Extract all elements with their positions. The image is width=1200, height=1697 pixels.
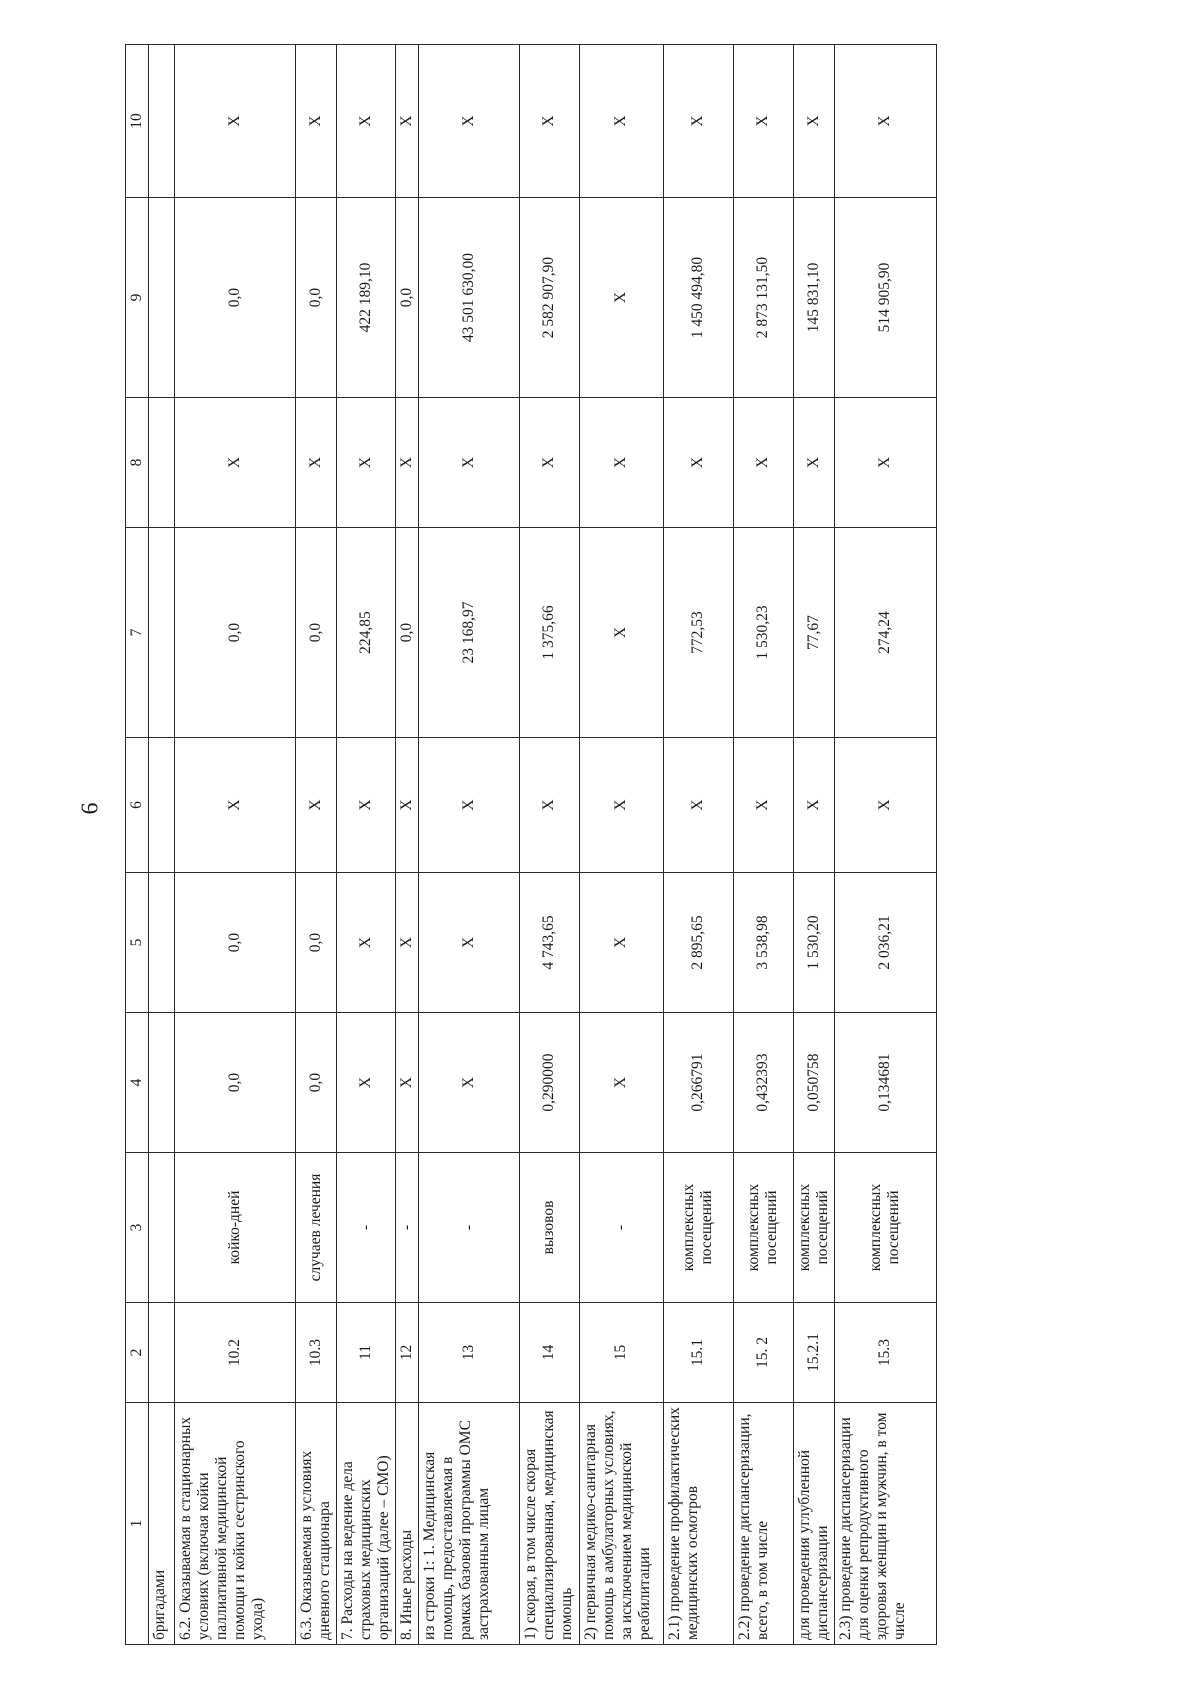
value-cell: X [579, 198, 663, 398]
row-label: 6.3. Оказываемая в условиях дневного стационара [296, 1403, 337, 1645]
table-row [733, 45, 793, 1645]
value-cell: X [579, 1013, 663, 1153]
value-cell: 0,0 [395, 528, 418, 738]
row-code [149, 1303, 175, 1403]
table-row [149, 45, 175, 1645]
row-label: 1) скорая, в том числе скорая специализированная, медицинская помощь [519, 1403, 579, 1645]
unit-cell: - [579, 1153, 663, 1303]
unit-cell: - [395, 1153, 418, 1303]
value-cell [149, 45, 175, 198]
value-cell: 0,0 [296, 1013, 337, 1153]
value-cell: X [296, 398, 337, 528]
row-code: 12 [395, 1303, 418, 1403]
value-cell: X [834, 398, 936, 528]
page-number: 6 [77, 802, 104, 815]
row-label: из строки 1: 1. Медицинская помощь, предоставляемая в рамках базовой программы ОМС застрахованным лицам [418, 1403, 519, 1645]
value-cell: X [663, 398, 733, 528]
row-label: бригадами [149, 1403, 175, 1645]
row-code: 10.3 [296, 1303, 337, 1403]
value-cell: 3 538,98 [733, 873, 793, 1013]
header-row [126, 45, 149, 1645]
value-cell: X [733, 45, 793, 198]
row-code: 10.2 [175, 1303, 296, 1403]
value-cell: 2 582 907,90 [519, 198, 579, 398]
row-code: 15.1 [663, 1303, 733, 1403]
value-cell: X [579, 398, 663, 528]
value-cell: 43 501 630,00 [418, 198, 519, 398]
unit-cell: комплексных посещений [834, 1153, 936, 1303]
value-cell: 2 873 131,50 [733, 198, 793, 398]
row-code: 13 [418, 1303, 519, 1403]
value-cell: 0,0 [296, 873, 337, 1013]
value-cell: 1 375,66 [519, 528, 579, 738]
expenses-table [125, 44, 937, 1645]
value-cell: 1 450 494,80 [663, 198, 733, 398]
value-cell: 772,53 [663, 528, 733, 738]
value-cell: X [418, 398, 519, 528]
value-cell: X [519, 398, 579, 528]
row-label: 6.2. Оказываемая в стационарных условиях (включая койки паллиативной медицинской помощи и койки сестринского ухода) [175, 1403, 296, 1645]
value-cell: X [336, 873, 395, 1013]
table-row [519, 45, 579, 1645]
value-cell: X [579, 45, 663, 198]
value-cell: X [663, 738, 733, 873]
table-row [296, 45, 337, 1645]
value-cell: X [336, 398, 395, 528]
value-cell: 23 168,97 [418, 528, 519, 738]
value-cell: X [395, 873, 418, 1013]
value-cell: X [519, 738, 579, 873]
value-cell: X [296, 738, 337, 873]
header-cell: 7 [126, 528, 149, 738]
value-cell: X [175, 398, 296, 528]
value-cell: 0,0 [175, 198, 296, 398]
table-row [418, 45, 519, 1645]
value-cell: X [418, 1013, 519, 1153]
value-cell: X [336, 1013, 395, 1153]
value-cell: X [418, 873, 519, 1013]
value-cell [149, 398, 175, 528]
value-cell: 0,0 [175, 873, 296, 1013]
value-cell: 0,050758 [793, 1013, 834, 1153]
value-cell: X [519, 45, 579, 198]
value-cell: X [579, 738, 663, 873]
value-cell: X [579, 528, 663, 738]
row-label: 2.2) проведение диспансеризации, всего, в том числе [733, 1403, 793, 1645]
unit-cell: койко-дней [175, 1153, 296, 1303]
value-cell: X [834, 45, 936, 198]
row-label: 2.3) проведение диспансеризации для оценки репродуктивного здоровья женщин и мужчин, в том числе [834, 1403, 936, 1645]
value-cell [149, 873, 175, 1013]
value-cell: 0,0 [175, 528, 296, 738]
unit-cell [149, 1153, 175, 1303]
table-row [395, 45, 418, 1645]
row-label: для проведения углубленной диспансеризации [793, 1403, 834, 1645]
value-cell: X [793, 738, 834, 873]
table-row [175, 45, 296, 1645]
value-cell: X [175, 45, 296, 198]
value-cell: X [733, 738, 793, 873]
value-cell: X [395, 1013, 418, 1153]
row-code: 15 [579, 1303, 663, 1403]
row-code: 15.2.1 [793, 1303, 834, 1403]
value-cell: X [793, 398, 834, 528]
row-label: 7. Расходы на ведение дела страховых медицинских организаций (далее – СМО) [336, 1403, 395, 1645]
value-cell: 1 530,20 [793, 873, 834, 1013]
table-row [579, 45, 663, 1645]
value-cell: 224,85 [336, 528, 395, 738]
rotated-table-wrapper [125, 45, 1101, 1645]
header-cell: 5 [126, 873, 149, 1013]
unit-cell: - [336, 1153, 395, 1303]
value-cell: 0,432393 [733, 1013, 793, 1153]
unit-cell: комплексных посещений [733, 1153, 793, 1303]
unit-cell: комплексных посещений [793, 1153, 834, 1303]
value-cell: X [175, 738, 296, 873]
value-cell: X [733, 398, 793, 528]
value-cell: 514 905,90 [834, 198, 936, 398]
value-cell: 0,0 [296, 198, 337, 398]
value-cell: 1 530,23 [733, 528, 793, 738]
value-cell: 145 831,10 [793, 198, 834, 398]
table-row [793, 45, 834, 1645]
row-label: 2) первичная медико-санитарная помощь в амбулаторных условиях, за исключением медицинской реабилитации [579, 1403, 663, 1645]
value-cell: 0,0 [296, 528, 337, 738]
value-cell: 0,290000 [519, 1013, 579, 1153]
header-cell: 2 [126, 1303, 149, 1403]
value-cell: X [418, 45, 519, 198]
header-cell: 10 [126, 45, 149, 198]
value-cell: X [336, 45, 395, 198]
unit-cell: вызовов [519, 1153, 579, 1303]
header-cell: 1 [126, 1403, 149, 1645]
table-row [834, 45, 936, 1645]
value-cell: X [336, 738, 395, 873]
value-cell: 0,0 [175, 1013, 296, 1153]
value-cell: 4 743,65 [519, 873, 579, 1013]
row-code: 15.3 [834, 1303, 936, 1403]
value-cell: X [418, 738, 519, 873]
row-label: 8. Иные расходы [395, 1403, 418, 1645]
unit-cell: случаев лечения [296, 1153, 337, 1303]
value-cell: X [395, 738, 418, 873]
value-cell: X [793, 45, 834, 198]
value-cell: X [834, 738, 936, 873]
table-row [336, 45, 395, 1645]
header-cell: 4 [126, 1013, 149, 1153]
value-cell: X [395, 398, 418, 528]
value-cell [149, 738, 175, 873]
value-cell: X [395, 45, 418, 198]
value-cell: 2 895,65 [663, 873, 733, 1013]
value-cell: X [579, 873, 663, 1013]
value-cell [149, 528, 175, 738]
unit-cell: - [418, 1153, 519, 1303]
value-cell: X [296, 45, 337, 198]
value-cell: 0,134681 [834, 1013, 936, 1153]
value-cell: 2 036,21 [834, 873, 936, 1013]
header-cell: 6 [126, 738, 149, 873]
row-label: 2.1) проведение профилактических медицинских осмотров [663, 1403, 733, 1645]
value-cell: 274,24 [834, 528, 936, 738]
value-cell [149, 198, 175, 398]
table-row [663, 45, 733, 1645]
value-cell: 0,0 [395, 198, 418, 398]
value-cell: 422 189,10 [336, 198, 395, 398]
value-cell: 0,266791 [663, 1013, 733, 1153]
row-code: 14 [519, 1303, 579, 1403]
row-code: 11 [336, 1303, 395, 1403]
header-cell: 9 [126, 198, 149, 398]
value-cell [149, 1013, 175, 1153]
header-cell: 8 [126, 398, 149, 528]
header-cell: 3 [126, 1153, 149, 1303]
row-code: 15. 2 [733, 1303, 793, 1403]
unit-cell: комплексных посещений [663, 1153, 733, 1303]
value-cell: 77,67 [793, 528, 834, 738]
value-cell: X [663, 45, 733, 198]
